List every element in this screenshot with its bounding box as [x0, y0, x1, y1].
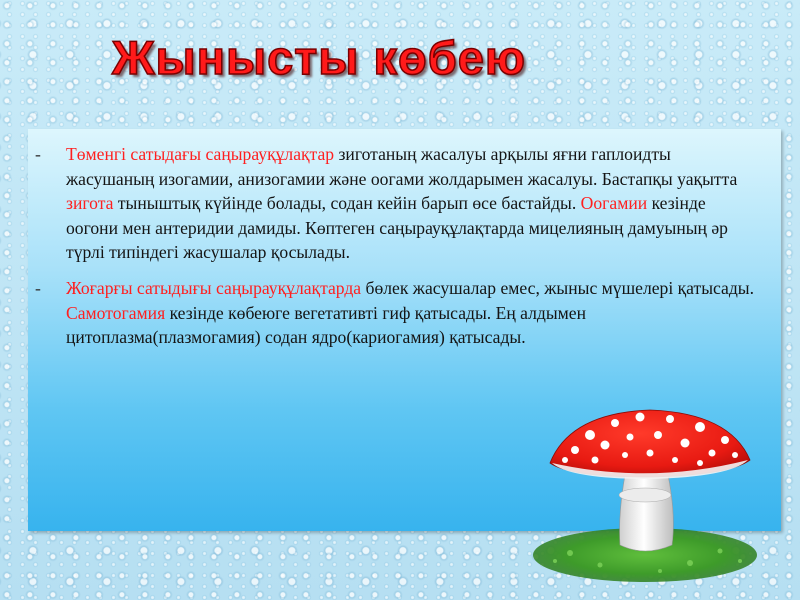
- bullet-text-segment: Оогамии: [580, 193, 648, 214]
- bullet-text-segment: зигота: [66, 193, 114, 214]
- fly-agaric-mushroom-icon: [530, 405, 780, 585]
- bullet-text-segment: Төменгі сатыдағы саңырауқұлақтар: [66, 144, 335, 164]
- bullet-item-2: [35, 276, 755, 350]
- bullet-marker: -: [35, 277, 41, 298]
- bullet-text-segment: кезінде көбеюге вегетативті гиф қатысады. Ең алдымен цитоплазма(плазмогамия) содан ядро(кариогамия) қатысады.: [66, 302, 587, 348]
- bullet-text-segment: Жоғарғы сатыдығы саңырауқұлақтарда: [66, 277, 362, 298]
- bullet-text-segment: кезінде оогони мен антеридии дамиды. Көптеген саңырауқұлақтарда мицелияның дамуының әр түрлі типіндегі жасушалар қосылады.: [66, 193, 728, 263]
- mushroom-stem: [620, 475, 674, 551]
- bullet-text-segment: бөлек жасушалар емес, жыныс мүшелері қатысады.: [361, 277, 755, 298]
- bullet-text-segment: зиготаның жасалуы арқылы яғни гаплоидты жасушаның изогамии, анизогамии және оогами жолдарымен жасалуы. Бастапқы уақытта: [66, 144, 738, 189]
- slide-title: Жынысты көбею: [112, 31, 527, 84]
- bullet-text-segment: Самотогамия: [66, 302, 166, 323]
- bullet-item-1: [35, 142, 755, 265]
- bullet-text-segment: тыныштық күйінде болады, содан кейін барып өсе бастайды.: [113, 193, 581, 214]
- bullet-marker: -: [35, 144, 41, 164]
